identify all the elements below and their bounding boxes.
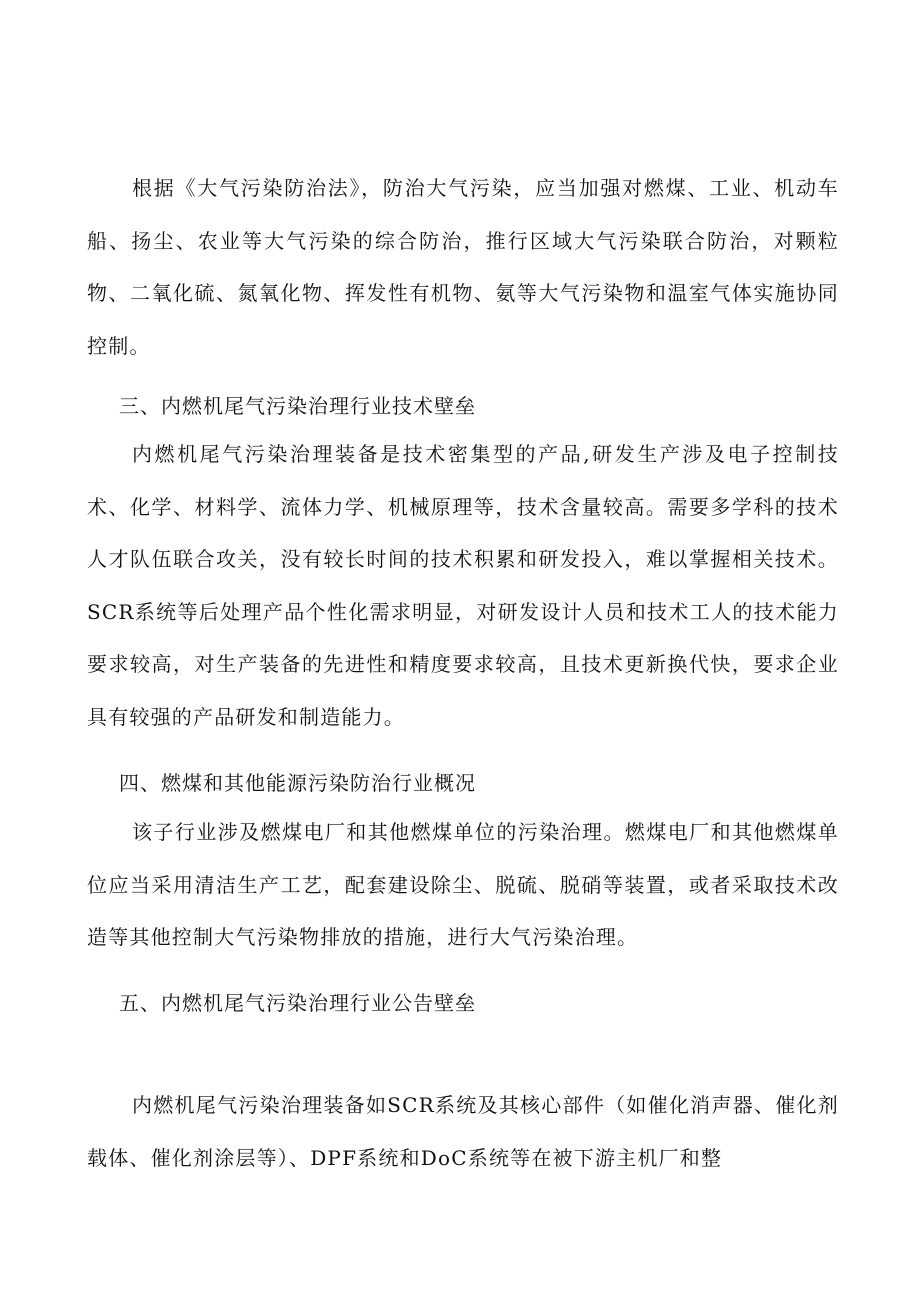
heading-coal-energy-overview: 四、燃煤和其他能源污染防治行业概况 xyxy=(119,771,476,795)
paragraph-coal-energy-overview: 该子行业涉及燃煤电厂和其他燃煤单位的污染治理。燃煤电厂和其他燃煤单位应当采用清洁生产工艺，配套建设除尘、脱硫、脱硝等装置，或者采取技术改造等其他控制大气污染物排放的措施，进行大气污染治理。 xyxy=(87,820,839,949)
heading-technical-barriers: 三、内燃机尾气污染治理行业技术壁垒 xyxy=(119,394,476,418)
paragraph-announcement-barriers: 内燃机尾气污染治理装备如SCR系统及其核心部件（如催化消声器、催化剂载体、催化剂涂层等）、DPF系统和DoC系统等在被下游主机厂和整 xyxy=(87,1093,839,1170)
paragraph-technical-barriers: 内燃机尾气污染治理装备是技术密集型的产品,研发生产涉及电子控制技术、化学、材料学、流体力学、机械原理等，技术含量较高。需要多学科的技术人才队伍联合攻关，没有较长时间的技术积累和研发投入，难以掌握相关技术。SCR系统等后处理产品个性化需求明显，对研发设计人员和技术工人的技术能力要求较高，对生产装备的先进性和精度要求较高，且技术更新换代快，要求企业具有较强的产品研发和制造能力。 xyxy=(87,442,839,729)
heading-announcement-barriers: 五、内燃机尾气污染治理行业公告壁垒 xyxy=(119,991,476,1015)
paragraph-air-pollution-law: 根据《大气污染防治法》，防治大气污染，应当加强对燃煤、工业、机动车船、扬尘、农业等大气污染的综合防治，推行区域大气污染联合防治，对颗粒物、二氧化硫、氮氧化物、挥发性有机物、氨等大气污染物和温室气体实施协同控制。 xyxy=(87,176,839,358)
